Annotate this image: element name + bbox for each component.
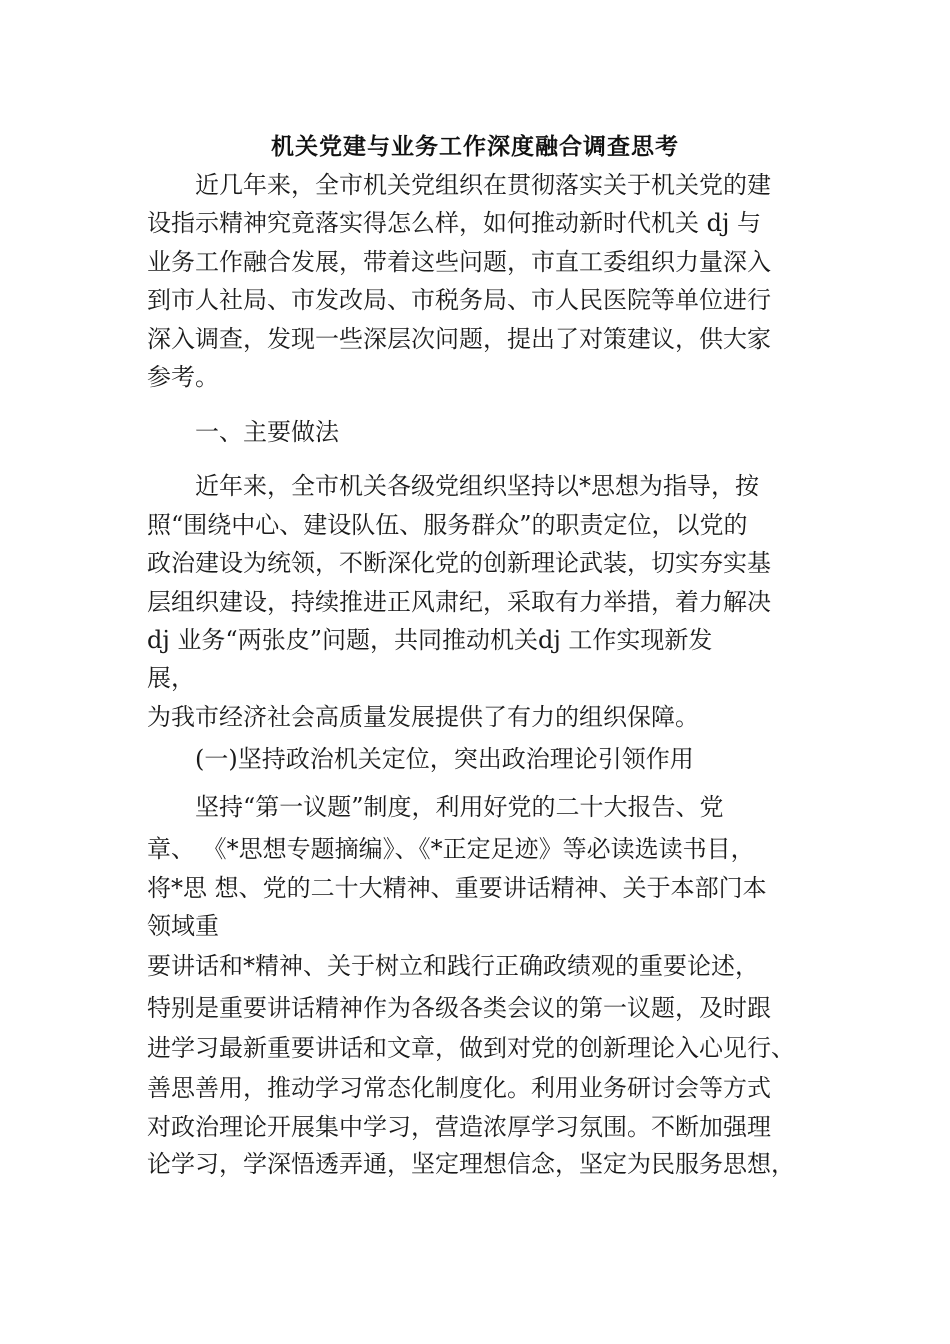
body-line: 层组织建设，持续推进正风肃纪，采取有力举措，着力解决 [147,588,771,616]
body-line: 深入调查，发现一些深层次问题，提出了对策建议，供大家 [147,325,771,353]
body-line: 业务工作融合发展，带着这些问题，市直工委组织力量深入 [147,248,771,276]
body-line: 要讲话和*精神、关于树立和践行正确政绩观的重要论述， [147,952,759,980]
body-line: 对政治理论开展集中学习，营造浓厚学习氛围。不断加强理 [147,1113,771,1141]
body-line: 论学习，学深悟透弄通，坚定理想信念，坚定为民服务思想， [147,1150,795,1178]
body-line: 进学习最新重要讲话和文章，做到对党的创新理论入心见行、 [147,1034,795,1062]
body-line: 近几年来，全市机关党组织在贯彻落实关于机关党的建 [147,171,771,199]
body-line: 到市人社局、市发改局、市税务局、市人民医院等单位进行 [147,286,771,314]
body-line: 章、 《*思想专题摘编》、《*正定足迹》等必读选读书目， [147,835,755,863]
section-heading: 一、主要做法 [147,418,339,446]
body-line: 善思善用，推动学习常态化制度化。利用业务研讨会等方式 [147,1074,771,1102]
body-line: 参考。 [147,363,219,391]
body-line: 展， [147,664,195,692]
subsection-heading: (一)坚持政治机关定位，突出政治理论引领作用 [147,745,694,773]
body-line: 设指示精神究竟落实得怎么样，如何推动新时代机关 dj 与 [147,209,762,237]
body-line: 坚持“第一议题”制度，利用好党的二十大报告、党 [147,793,724,821]
body-line: 领域重 [147,912,219,940]
body-line: 近年来，全市机关各级党组织坚持以*思想为指导，按 [147,472,759,500]
body-line: 将*思 想、党的二十大精神、重要讲话精神、关于本部门本 [147,874,767,902]
body-line: dj 业务“两张皮”问题，共同推动机关dj 工作实现新发 [147,626,713,654]
body-line: 照“围绕中心、建设队伍、服务群众”的职责定位，以党的 [147,511,748,539]
body-line: 政治建设为统领，不断深化党的创新理论武装，切实夯实基 [147,549,771,577]
body-line: 为我市经济社会高质量发展提供了有力的组织保障。 [147,703,699,731]
document-title: 机关党建与业务工作深度融合调查思考 [271,133,679,160]
body-line: 特别是重要讲话精神作为各级各类会议的第一议题，及时跟 [147,994,771,1022]
